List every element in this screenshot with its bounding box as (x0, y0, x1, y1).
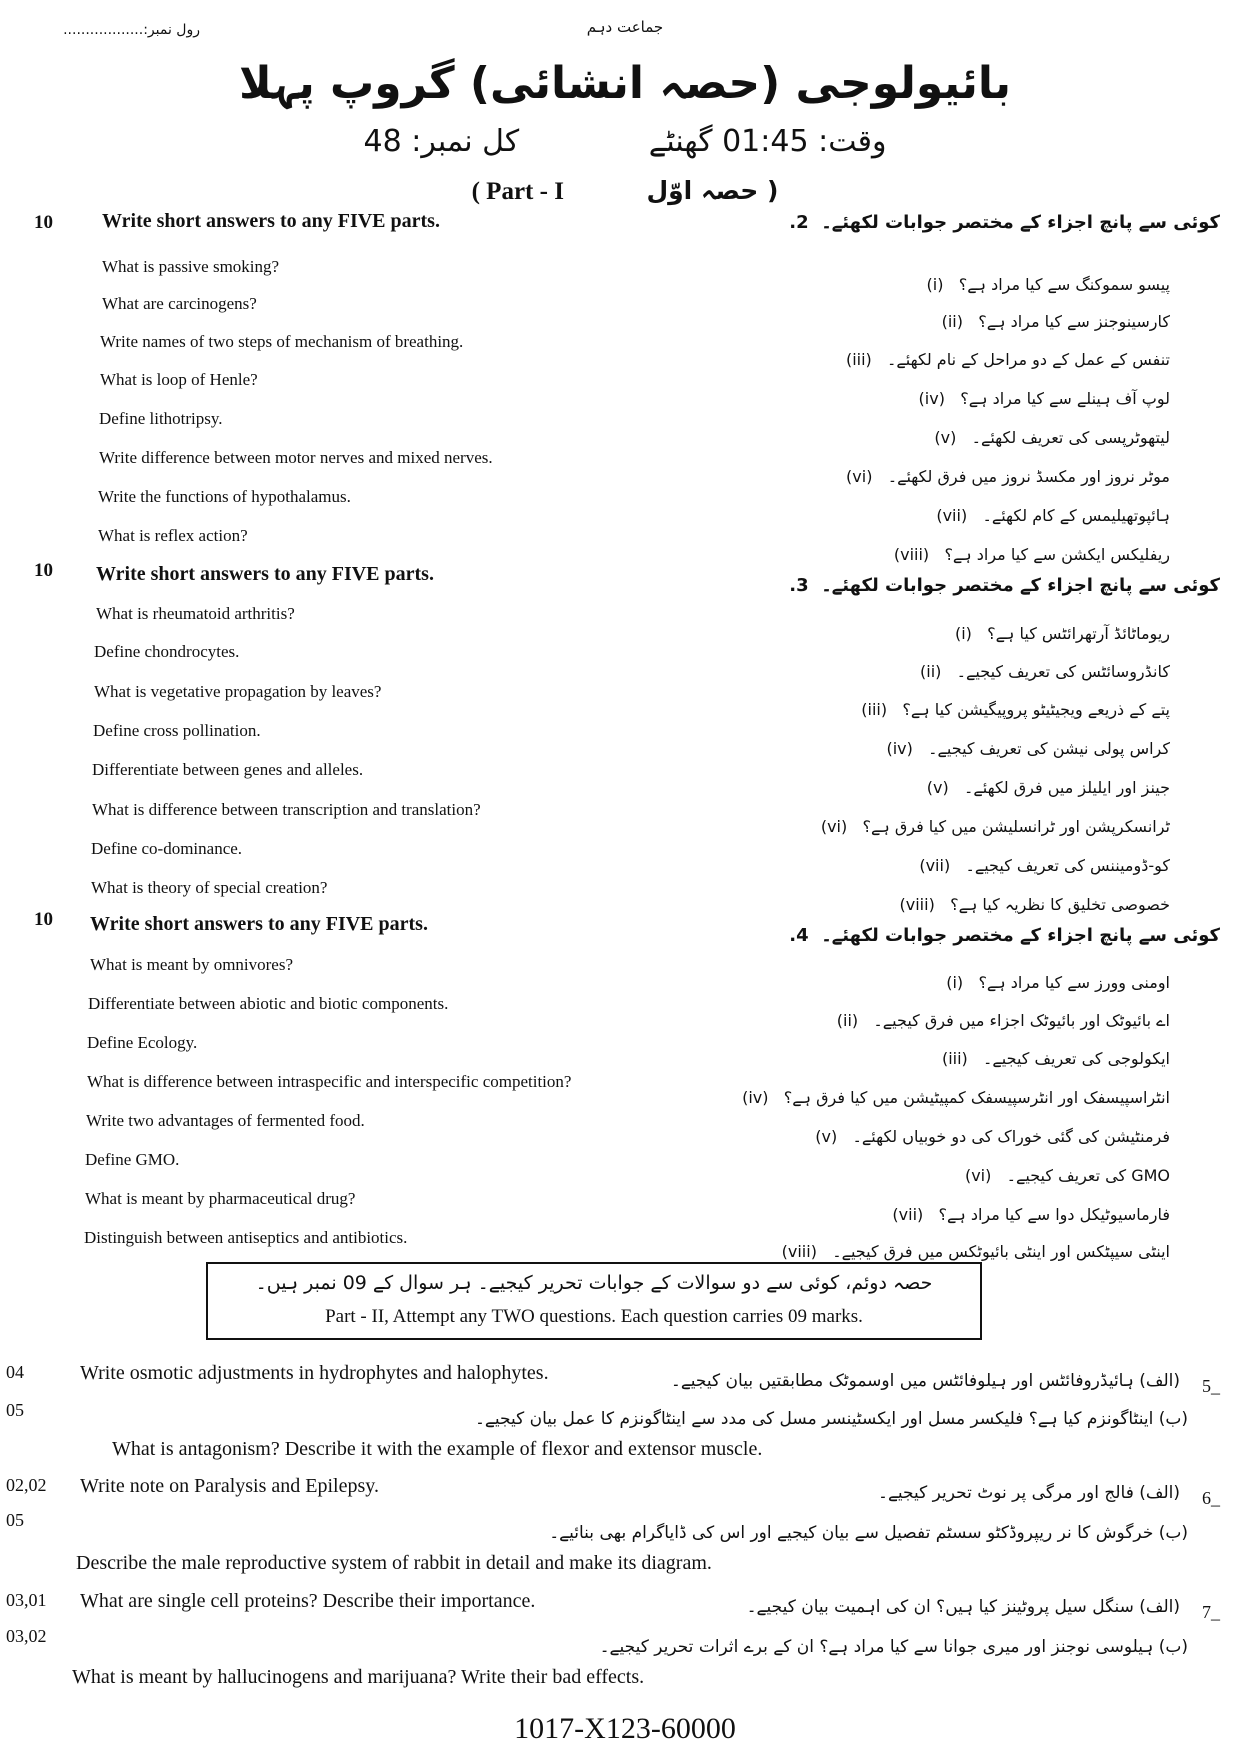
q2-part-3-ur-text: تنفس کے عمل کے دو مراحل کے نام لکھئے۔ (887, 350, 1170, 369)
q4-part-1-ur-text: اومنی وورز سے کیا مراد ہے؟ (978, 973, 1170, 992)
q3-part-2-ur (920, 662, 1170, 681)
paper-code: 1017-X123-60000 (514, 1712, 736, 1745)
q2-part-5-num: (v) (934, 428, 957, 447)
q2-part-5-en: Define lithotripsy. (99, 409, 223, 428)
part-two-ur: حصہ دوئم، کوئی سے دو سوالات کے جوابات تحریر کیجیے۔ ہر سوال کے 09 نمبر ہیں۔ (255, 1272, 933, 1294)
q2-part-7-num: (vii) (936, 506, 968, 525)
q4-part-8-ur (782, 1242, 1170, 1261)
q4-part-6-num: (vi) (964, 1166, 992, 1185)
q2-part-4-en: What is loop of Henle? (100, 370, 258, 389)
q3-part-1-ur (955, 624, 1170, 643)
q4-part-2-ur (837, 1011, 1170, 1030)
q3-number: 3 (796, 575, 809, 596)
q3-part-3-num: (iii) (861, 700, 888, 719)
q2-part-6-num: (vi) (846, 467, 873, 486)
q7a-en: What are single cell proteins? Describe their importance. (80, 1590, 536, 1612)
q3-part-4-ur-text: کراس پولی نیشن کی تعریف کیجیے۔ (928, 739, 1170, 758)
q4-part-8-ur-text: اینٹی سیپٹکس اور اینٹی بائیوٹکس میں فرق کیجیے۔ (832, 1242, 1170, 1261)
q3-part-5-en: Differentiate between genes and alleles. (92, 760, 364, 779)
q4-part-2-num: (ii) (836, 1011, 859, 1030)
q2-part-5-ur (934, 428, 1170, 447)
q3-part-7-ur (919, 856, 1170, 875)
q3-part-4-num: (iv) (886, 739, 913, 758)
q7-number-text: 7 (1202, 1602, 1211, 1622)
q4-part-2-ur-text: اے بائیوٹک اور بائیوٹک اجزاء میں فرق کیجیے۔ (873, 1011, 1170, 1030)
q2-part-7-ur (936, 506, 1170, 525)
q4-part-3-ur-text: ایکولوجی کی تعریف کیجیے۔ (983, 1049, 1170, 1068)
q3-heading-en: Write short answers to any FIVE parts. (96, 563, 434, 585)
q4-part-5-en: Write two advantages of fermented food. (86, 1111, 365, 1130)
q4-part-7-ur (892, 1205, 1170, 1224)
q3-part-5-ur-text: جینز اور ایلیلز میں فرق لکھئے۔ (964, 778, 1170, 797)
q6a-ur: (الف) فالج اور مرگی پر نوٹ تحریر کیجیے۔ (877, 1483, 1180, 1503)
q2-part-1-en: What is passive smoking? (102, 257, 280, 276)
q2-heading-en: Write short answers to any FIVE parts. (102, 210, 440, 232)
q4-part-3-ur (942, 1049, 1170, 1068)
q7-number: 7_ (1202, 1602, 1220, 1622)
q2-part-1-num: (i) (926, 275, 944, 294)
q6b-ur: (ب) خرگوش کا نر ریپروڈکٹو سسٹم تفصیل سے بیان کیجیے اور اس کی ڈایاگرام بھی بنائیے۔ (549, 1523, 1188, 1543)
q2-part-8-en: What is reflex action? (98, 526, 248, 545)
q7a-ur: (الف) سنگل سیل پروٹینز کیا ہیں؟ ان کی اہمیت بیان کیجیے۔ (746, 1597, 1180, 1617)
class-label: جماعت دہم (586, 18, 664, 36)
q5a-ur: (الف) ہائیڈروفائٹس اور ہیلوفائٹس میں اوسموٹک مطابقتیں بیان کیجیے۔ (670, 1371, 1180, 1391)
q4-number: 4 (796, 925, 809, 946)
q3-part-3-ur-text: پتے کے ذریعے ویجیٹیٹو پروپیگیشن کیا ہے؟ (902, 700, 1170, 719)
q2-number: 2 (796, 212, 809, 233)
q4-heading-ur-text: کوئی سے پانچ اجزاء کے مختصر جوابات لکھئے۔ (821, 925, 1220, 946)
q3-marks: 10 (34, 560, 53, 581)
q7b-ur: (ب) ہیلوسی نوجنز اور میری جوانا سے کیا مراد ہے؟ ان کے برے اثرات تحریر کیجیے۔ (599, 1637, 1188, 1657)
q4-part-6-en: Define GMO. (85, 1150, 180, 1169)
q3-part-5-num: (v) (926, 778, 949, 797)
q3-heading-ur-text: کوئی سے پانچ اجزاء کے مختصر جوابات لکھئے۔ (821, 575, 1220, 596)
q2-part-7-ur-text: ہائپوتھیلیمس کے کام لکھئے۔ (982, 506, 1170, 525)
q5a-en: Write osmotic adjustments in hydrophytes and halophytes. (80, 1362, 549, 1384)
q5b-marks: 05 (6, 1400, 24, 1420)
q2-part-4-ur-text: لوپ آف ہینلے سے کیا مراد ہے؟ (960, 389, 1170, 408)
q3-heading-ur: کوئی سے پانچ اجزاء کے مختصر جوابات لکھئے۔ 3. (789, 575, 1220, 596)
q2-part-3-num: (iii) (845, 350, 872, 369)
q4-part-6-ur (965, 1166, 1170, 1185)
time-marks-line (0, 124, 1250, 159)
q3-part-8-num: (viii) (899, 895, 935, 914)
q4-part-1-ur (946, 973, 1170, 992)
q4-part-7-num: (vii) (892, 1205, 924, 1224)
q3-part-7-ur-text: کو-ڈومیننس کی تعریف کیجیے۔ (965, 856, 1170, 875)
q4-part-4-ur (742, 1088, 1170, 1107)
q3-part-1-en: What is rheumatoid arthritis? (96, 604, 295, 623)
q4-part-8-num: (viii) (781, 1242, 817, 1261)
q3-part-4-ur (886, 739, 1170, 758)
q4-part-4-ur-text: انٹراسپیسفک اور انٹرسپیسفک کمپیٹیشن میں کیا فرق ہے؟ (783, 1088, 1170, 1107)
q3-part-6-en: What is difference between transcription and translation? (92, 800, 481, 819)
q2-part-4-ur (919, 389, 1170, 408)
q3-part-8-ur-text: خصوصی تخلیق کا نظریہ کیا ہے؟ (950, 895, 1170, 914)
part-two-box (206, 1262, 982, 1340)
part-one-ur: حصہ اوّل ) (646, 176, 779, 205)
part-one-heading (0, 176, 1250, 206)
q7b-en: What is meant by hallucinogens and marijuana? Write their bad effects. (72, 1666, 645, 1688)
q4-heading-ur: کوئی سے پانچ اجزاء کے مختصر جوابات لکھئے۔ 4. (789, 925, 1220, 946)
q5b-ur: (ب) اینٹاگونزم کیا ہے؟ فلیکسر مسل اور ایکسٹینسر مسل کی مدد سے اینٹاگونزم کا عمل بیان کیجیے۔ (474, 1409, 1188, 1429)
q2-part-2-en: What are carcinogens? (102, 294, 257, 313)
time-allowed: وقت: 01:45 گھنٹے (648, 124, 887, 159)
q4-marks: 10 (34, 909, 53, 930)
q3-part-4-en: Define cross pollination. (93, 721, 261, 740)
roll-number-field: رول نمبر:.................. (63, 22, 200, 38)
q2-part-7-en: Write the functions of hypothalamus. (98, 487, 351, 506)
q3-part-7-en: Define co-dominance. (91, 839, 243, 858)
q2-part-1-ur (927, 275, 1170, 294)
q4-part-3-en: Define Ecology. (87, 1033, 198, 1052)
q3-part-5-ur (927, 778, 1170, 797)
q3-part-8-ur (900, 895, 1171, 914)
q4-part-5-num: (v) (815, 1127, 838, 1146)
q3-part-6-ur (821, 817, 1170, 836)
q4-part-2-en: Differentiate between abiotic and biotic components. (88, 994, 449, 1013)
q3-part-6-num: (vi) (820, 817, 848, 836)
q3-part-3-ur (861, 700, 1170, 719)
q5-number-text: 5 (1202, 1376, 1211, 1396)
total-marks: کل نمبر: 48 (363, 124, 520, 159)
q4-part-8-en: Distinguish between antiseptics and antibiotics. (84, 1228, 408, 1247)
q2-part-8-num: (viii) (893, 545, 930, 564)
q4-part-4-en: What is difference between intraspecific and interspecific competition? (87, 1072, 572, 1091)
q3-part-2-en: Define chondrocytes. (94, 642, 240, 661)
q6b-marks: 05 (6, 1510, 24, 1530)
q6a-marks: 02,02 (6, 1475, 47, 1495)
q2-heading-ur: کوئی سے پانچ اجزاء کے مختصر جوابات لکھئے۔ 2. (789, 212, 1220, 233)
q3-part-1-num: (i) (954, 624, 972, 643)
q4-part-5-ur (815, 1127, 1170, 1146)
q2-part-6-ur-text: موٹر نروز اور مکسڈ نروز میں فرق لکھئے۔ (887, 467, 1170, 486)
q2-part-2-ur-text: کارسینوجنز سے کیا مراد ہے؟ (978, 312, 1170, 331)
q2-part-8-ur-text: ریفلیکس ایکشن سے کیا مراد ہے؟ (944, 545, 1170, 564)
q6-number-text: 6 (1202, 1488, 1211, 1508)
q3-part-1-ur-text: ریوماٹائڈ آرتھرائٹس کیا ہے؟ (987, 624, 1170, 643)
q3-part-6-ur-text: ٹرانسکرپشن اور ٹرانسلیشن میں کیا فرق ہے؟ (862, 817, 1170, 836)
q2-part-6-en: Write difference between motor nerves and mixed nerves. (99, 448, 493, 467)
q4-part-7-en: What is meant by pharmaceutical drug? (85, 1189, 356, 1208)
q2-part-1-ur-text: پیسو سموکنگ سے کیا مراد ہے؟ (958, 275, 1170, 294)
q2-part-3-ur (846, 350, 1170, 369)
q2-part-3-en: Write names of two steps of mechanism of breathing. (100, 332, 464, 351)
q4-part-3-num: (iii) (941, 1049, 968, 1068)
q4-part-1-num: (i) (946, 973, 964, 992)
q6b-en: Describe the male reproductive system of rabbit in detail and make its diagram. (76, 1552, 712, 1574)
q2-part-4-num: (iv) (918, 389, 945, 408)
q3-part-2-ur-text: کانڈروسائٹس کی تعریف کیجیے۔ (956, 662, 1170, 681)
q4-part-6-ur-text: GMO کی تعریف کیجیے۔ (1006, 1166, 1170, 1185)
q3-part-7-num: (vii) (919, 856, 951, 875)
q2-part-2-num: (ii) (941, 312, 963, 331)
q4-part-5-ur-text: فرمنٹیشن کی گئی خوراک کی دو خوبیاں لکھئے۔ (852, 1127, 1170, 1146)
q4-part-4-num: (iv) (742, 1088, 769, 1107)
q6-number: 6_ (1202, 1488, 1220, 1508)
q5-number: 5_ (1202, 1376, 1220, 1396)
q7a-marks: 03,01 (6, 1590, 47, 1610)
q3-part-2-num: (ii) (920, 662, 942, 681)
q5a-marks: 04 (6, 1362, 24, 1382)
q2-part-2-ur (942, 312, 1170, 331)
q3-part-3-en: What is vegetative propagation by leaves? (94, 682, 382, 701)
q2-marks: 10 (34, 212, 53, 233)
q6a-en: Write note on Paralysis and Epilepsy. (80, 1475, 379, 1497)
q2-part-6-ur (846, 467, 1170, 486)
q4-part-1-en: What is meant by omnivores? (90, 955, 294, 974)
q7b-marks: 03,02 (6, 1626, 47, 1646)
part-one-en: ( Part - I (471, 178, 564, 205)
q2-part-8-ur (894, 545, 1170, 564)
q3-part-8-en: What is theory of special creation? (91, 878, 328, 897)
q4-heading-en: Write short answers to any FIVE parts. (90, 913, 428, 935)
q4-part-7-ur-text: فارماسیوٹیکل دوا سے کیا مراد ہے؟ (938, 1205, 1170, 1224)
page-title: بائیولوجی (حصہ انشائی) گروپ پہلا (239, 58, 1011, 109)
q5b-en: What is antagonism? Describe it with the example of flexor and extensor muscle. (112, 1438, 763, 1460)
q2-heading-ur-text: کوئی سے پانچ اجزاء کے مختصر جوابات لکھئے۔ (821, 212, 1220, 233)
q2-part-5-ur-text: لیتھوٹرپسی کی تعریف لکھئے۔ (971, 428, 1170, 447)
part-two-en: Part - II, Attempt any TWO questions. Each question carries 09 marks. (325, 1306, 863, 1327)
